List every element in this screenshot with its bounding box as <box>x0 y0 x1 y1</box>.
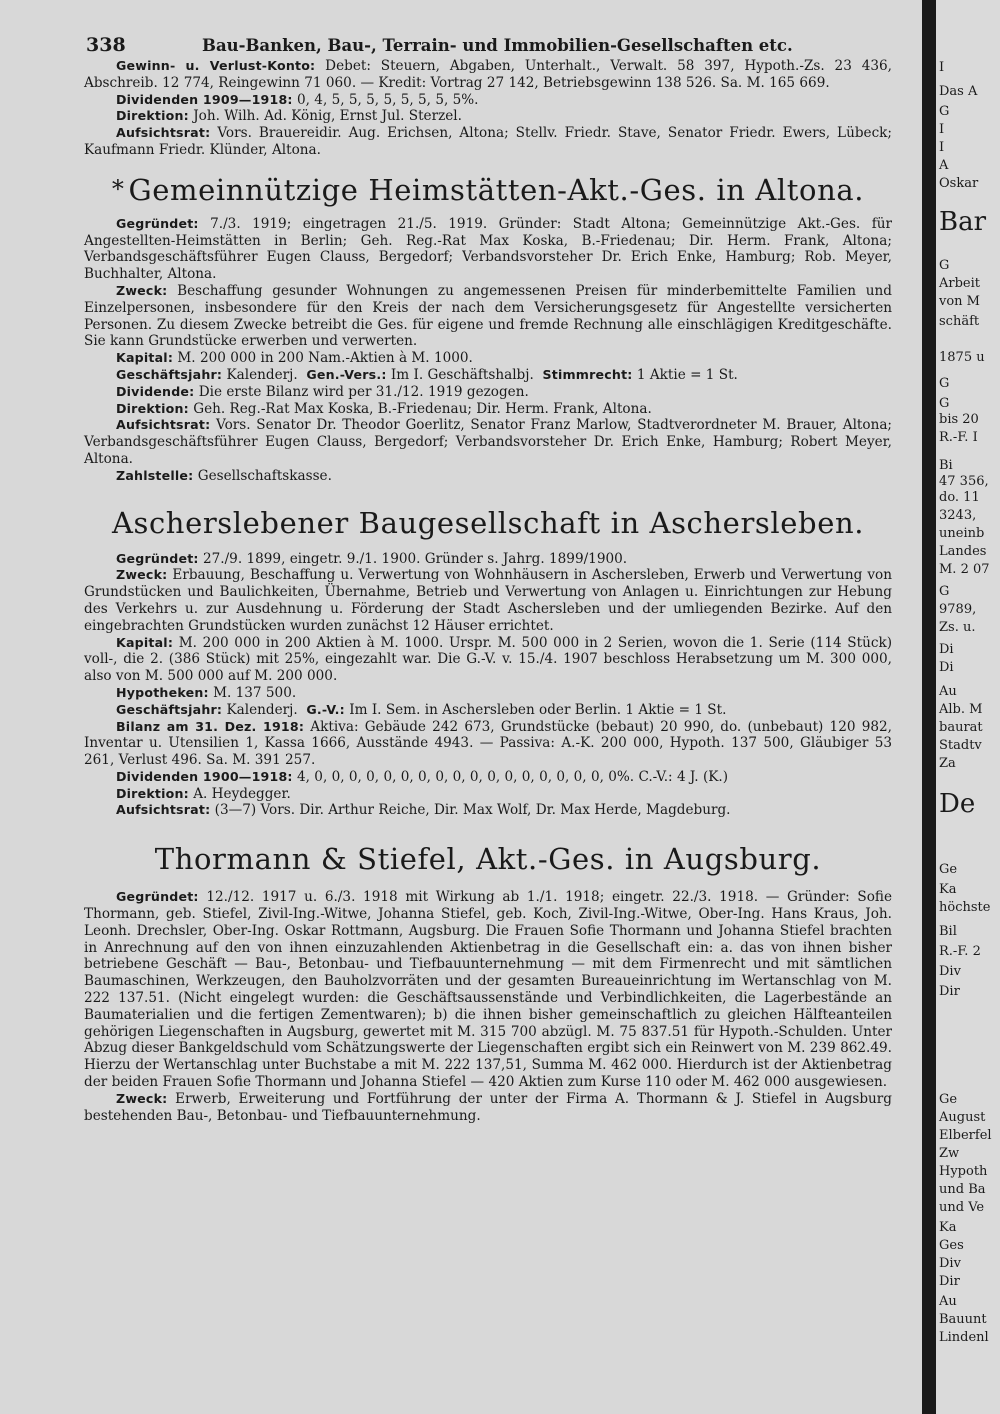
field-text: M. 200 000 in 200 Aktien à M. 1000. Urspr. M. 500 000 in 2 Serien, wovon die 1. Serie (114 Stück) voll-, die 2. (386 Stück) mit 25%, eingezahlt war. Die G.-V. v. 15./4. 1907 beschloss Herabsetzung um M. 300 000, also von M. 500 000 auf M. 200 000. <box>84 634 892 685</box>
field-label: Dividenden 1909—1918: <box>116 91 293 107</box>
field-text: (3—7) Vors. Dir. Arthur Reiche, Dir. Max Wolf, Dr. Max Herde, Magdeburg. <box>214 802 731 819</box>
purpose-paragraph <box>84 283 892 350</box>
next-page-text-fragment: Di <box>939 660 954 675</box>
company-entry <box>84 505 892 820</box>
capital-paragraph <box>84 350 892 367</box>
founded-paragraph <box>84 551 892 568</box>
field-label: Dividende: <box>116 383 195 399</box>
field-label: Gegründet: <box>116 889 199 905</box>
next-page-text-fragment: G <box>939 376 950 391</box>
page-number: 338 <box>86 34 126 56</box>
direction-paragraph <box>84 401 892 418</box>
founded-paragraph <box>84 216 892 283</box>
field-label: Direktion: <box>116 108 189 124</box>
field-text: 12./12. 1917 u. 6./3. 1918 mit Wirkung ab 1./1. 1918; eingetr. 22./3. 1918. — Gründer: Sofie Thormann, geb. Stiefel, Zivil-Ing.-Witwe, Johanna Stiefel, geb. Koch, Zivil-Ing.-Witwe, Ober-Ing. Hans Kraus, Joh. Leonh. Drechsler, Ober-Ing. Oskar Rottmann, Augsburg. Die Frauen Sofie Thormann und Johanna Stiefel brachten in Anrechnung auf den von ihnen einzuzahlenden Aktienbetrag in die Gesellschaft ein: a. das von ihnen bisher betriebene Geschäft — Bau-, Betonbau- und Tiefbauunternehmung — mit dem Firmenrecht und mit sämtlichen Baumaschinen, Werkzeugen, den Bauholzvorräten und der gesamten Bureaueinrichtung im Wertanschlag von M. 222 137.51. (Nicht eingelegt wurden: die Geschäftsaussenstände und Verbindlichkeiten, die Lagerbestände an Baumaterialien und die fertigen Zementwaren); b) die ihnen bisher gemeinschaftlich zu gleichen Hälfteanteilen gehörigen Liegenschaften in Augsburg, gewertet mit M. 315 700 abzügl. M. 75 837.51 für Hypoth.-Schulden. Unter Abzug dieser Bankgeldschuld vom Schätzungswerte der Liegenschaften ergibt sich ein Reinwert von M. 239 862.49. Hierzu der Wertanschlag unter Buchstabe a mit M. 222 137,51, Summa M. 462 000. Hierdurch ist der Aktienbetrag der beiden Frauen Sofie Thormann und Johanna Stiefel — 420 Aktien zum Kurse 110 oder M. 462 000 ausgewiesen. <box>84 889 892 1091</box>
next-page-text-fragment: do. 11 <box>939 490 980 505</box>
next-page-text-fragment: baurat <box>939 720 983 735</box>
field-text: Joh. Wilh. Ad. König, Ernst Jul. Sterzel. <box>193 108 462 125</box>
next-page-text-fragment: Au <box>939 1294 957 1309</box>
next-page-text-fragment: Dir <box>939 1274 960 1289</box>
company-title: Ascherslebener Baugesellschaft in Aschersleben. <box>111 505 865 540</box>
field-text: A. Heydegger. <box>193 785 291 802</box>
next-page-text-fragment: A <box>939 158 949 173</box>
field-text: Im I. Geschäftshalbj. <box>390 366 534 383</box>
field-label: Aufsichtsrat: <box>116 417 211 433</box>
field-label: Gegründet: <box>116 550 199 566</box>
field-label: Aufsichtsrat: <box>116 802 211 818</box>
field-text: Kalenderj. <box>226 701 298 718</box>
field-text: Aktiva: Gebäude 242 673, Grundstücke (bebaut) 20 990, do. (unbebaut) 120 982, Inventar u. Utensilien 1, Kassa 1666, Ausstände 4943. — Passiva: A.-K. 200 000, Hypoth. 137 500, Gläubiger 53 261, Verlust 496. Sa. M. 391 257. <box>84 718 892 769</box>
next-page-text-fragment: Zw <box>939 1146 960 1161</box>
next-page-text-fragment: Ge <box>939 1092 958 1107</box>
page-header <box>84 28 892 58</box>
next-page-text-fragment: Div <box>939 1256 961 1271</box>
field-text: Geh. Reg.-Rat Max Koska, B.-Friedenau; Dir. Herm. Frank, Altona. <box>193 400 652 417</box>
page-gutter-shadow <box>922 0 936 1414</box>
next-page-text-fragment: De <box>939 789 976 819</box>
field-text: 4, 0, 0, 0, 0, 0, 0, 0, 0, 0, 0, 0, 0, 0, 0, 0, 0, 0, 0%. C.-V.: 4 J. (K.) <box>297 768 729 785</box>
field-text: Debet: Steuern, Abgaben, Unterhalt., Verwalt. 58 397, Hypoth.-Zs. 23 436, Abschreib. 12 774, Reingewinn 71 060. — Kredit: Vortrag 27 142, Betriebsgewinn 138 526. Sa. M. 165 669. <box>84 58 892 91</box>
field-text: Beschaffung gesunder Wohnungen zu angemessenen Preisen für minderbemittelte Familien und Einzelpersonen, insbesondere für den Kreis der nach dem Versicherungsgesetz für Angestellte versicherten Personen. Zu diesem Zwecke betreibt die Ges. für eigene und fremde Rechnung alle einschlägigen Kreditgeschäfte. Sie kann Grundstücke erwerben und verwerten. <box>84 282 892 350</box>
next-page-text-fragment: R.-F. 2 <box>939 944 981 959</box>
next-page-text-fragment: Ka <box>939 1220 957 1235</box>
fiscal-year-paragraph <box>84 367 892 384</box>
title-asterisk: * <box>111 174 125 203</box>
next-page-text-fragment: Ge <box>939 862 958 877</box>
field-label: Zweck: <box>116 1090 168 1106</box>
company-entry <box>84 171 892 485</box>
field-text: M. 200 000 in 200 Nam.-Aktien à M. 1000. <box>177 350 473 367</box>
field-text: 1 Aktie = 1 St. <box>636 366 738 383</box>
mortgages-paragraph <box>84 685 892 702</box>
next-page-text-fragment: Hypoth <box>939 1164 988 1179</box>
next-page-text-fragment: Stadtv <box>939 738 982 753</box>
next-page-text-fragment: Oskar <box>939 176 979 191</box>
founded-paragraph <box>84 889 892 1091</box>
company-entry <box>84 841 892 1124</box>
next-page-text-fragment: R.-F. I <box>939 430 978 445</box>
field-text: Kalenderj. <box>226 366 298 383</box>
supervisory-board-paragraph <box>84 417 892 467</box>
next-page-text-fragment: 47 356, <box>939 474 989 489</box>
next-page-fragment <box>936 0 1000 1414</box>
next-page-text-fragment: Ka <box>939 882 957 897</box>
field-text: 27./9. 1899, eingetr. 9./1. 1900. Gründer s. Jahrg. 1899/1900. <box>202 550 628 567</box>
next-page-text-fragment: I <box>939 122 945 137</box>
next-page-text-fragment: Bauunt <box>939 1312 987 1327</box>
next-page-text-fragment: bis 20 <box>939 412 979 427</box>
capital-paragraph <box>84 635 892 685</box>
previous-entry <box>84 58 892 159</box>
dividends-paragraph <box>84 384 892 401</box>
field-label: Kapital: <box>116 634 174 650</box>
field-label: Direktion: <box>116 400 189 416</box>
next-page-text-fragment: Bar <box>939 207 987 237</box>
field-text: 0, 4, 5, 5, 5, 5, 5, 5, 5, 5%. <box>297 91 479 108</box>
next-page-text-fragment: und Ve <box>939 1200 985 1215</box>
direction-paragraph <box>84 786 892 803</box>
field-text: M. 137 500. <box>213 684 297 701</box>
field-label: Direktion: <box>116 785 189 801</box>
next-page-text-fragment: August <box>939 1110 986 1125</box>
next-page-text-fragment: 3243, <box>939 508 977 523</box>
balance-sheet-paragraph <box>84 719 892 769</box>
next-page-text-fragment: Bil <box>939 924 957 939</box>
field-label: Gen.-Vers.: <box>306 366 387 382</box>
next-page-text-fragment: Bi <box>939 458 953 473</box>
field-text: Erwerb, Erweiterung und Fortführung der unter der Firma A. Thormann & J. Stiefel in Augsburg bestehenden Bau-, Betonbau- und Tiefbauunternehmung. <box>84 1090 892 1124</box>
field-label: Geschäftsjahr: <box>116 366 223 382</box>
next-page-text-fragment: Elberfel <box>939 1128 992 1143</box>
field-label: Kapital: <box>116 350 174 366</box>
supervisory-board-paragraph <box>84 125 892 159</box>
field-label: Aufsichtsrat: <box>116 125 211 141</box>
company-title: Thormann & Stiefel, Akt.-Ges. in Augsburg. <box>154 842 822 877</box>
field-text: Die erste Bilanz wird per 31./12. 1919 gezogen. <box>198 383 529 400</box>
next-page-text-fragment: 9789, <box>939 602 977 617</box>
field-label: Hypotheken: <box>116 684 209 700</box>
next-page-text-fragment: Alb. M <box>939 702 983 717</box>
dividends-paragraph <box>84 92 892 109</box>
next-page-text-fragment: uneinb <box>939 526 985 541</box>
field-label: Zweck: <box>116 282 168 298</box>
field-label: Dividenden 1900—1918: <box>116 768 293 784</box>
next-page-text-fragment: Za <box>939 756 956 771</box>
field-label: Gegründet: <box>116 215 199 231</box>
field-label: Gewinn- u. Verlust-Konto: <box>116 58 316 73</box>
next-page-text-fragment: Di <box>939 642 954 657</box>
field-text: Im I. Sem. in Aschersleben oder Berlin. 1 Aktie = 1 St. <box>349 701 727 718</box>
field-text: Gesellschaftskasse. <box>197 467 332 484</box>
company-title <box>84 171 892 208</box>
next-page-text-fragment: G <box>939 396 950 411</box>
next-page-text-fragment: und Ba <box>939 1182 986 1197</box>
next-page-text-fragment: Div <box>939 964 961 979</box>
next-page-text-fragment: Das A <box>939 84 978 99</box>
field-label: Zweck: <box>116 567 168 583</box>
supervisory-board-paragraph <box>84 802 892 819</box>
next-page-text-fragment: Dir <box>939 984 960 999</box>
next-page-text-fragment: I <box>939 60 945 75</box>
field-label: Zahlstelle: <box>116 467 194 483</box>
purpose-paragraph <box>84 1091 892 1125</box>
field-label: G.-V.: <box>306 701 345 717</box>
next-page-text-fragment: Arbeit <box>939 276 980 291</box>
field-text: Vors. Senator Dr. Theodor Goerlitz, Senator Franz Marlow, Stadtverordneter M. Brauer, Altona; Verbandsgeschäftsführer Eugen Clauss, Bergedorf; Verbandsvorsteher Dr. Erich Enke, Hamburg; Robert Meyer, Altona. <box>84 417 893 467</box>
field-text: 7./3. 1919; eingetragen 21./5. 1919. Gründer: Stadt Altona; Gemeinnützige Akt.-Ges. für Angestellten-Heimstätten in Berlin; Geh. Reg.-Rat Max Koska, B.-Friedenau; Dir. Herm. Frank, Altona; Verbandsgeschäftsführer Eugen Clauss, Bergedorf; Verbandsvorsteher Dr. Erich Enke, Hamburg; Rob. Meyer, Buchhalter, Altona. <box>84 215 892 283</box>
purpose-paragraph <box>84 567 892 634</box>
company-title-text: Gemeinnützige Heimstätten-Akt.-Ges. in Altona. <box>128 172 865 207</box>
dividends-paragraph <box>84 769 892 786</box>
next-page-text-fragment: Landes <box>939 544 987 559</box>
running-title: Bau-Banken, Bau-, Terrain- und Immobilien-Gesellschaften etc. <box>202 36 793 55</box>
next-page-text-fragment: Zs. u. <box>939 620 976 635</box>
text-column <box>84 28 892 1124</box>
next-page-text-fragment: G <box>939 258 950 273</box>
field-label: Bilanz am 31. Dez. 1918: <box>116 718 305 734</box>
paying-agent-paragraph <box>84 468 892 485</box>
next-page-text-fragment: I <box>939 140 945 155</box>
next-page-text-fragment: von M <box>939 294 980 309</box>
field-text: Erbauung, Beschaffung u. Verwertung von Wohnhäusern in Aschersleben, Erwerb und Verwertung von Grundstücken und Baulichkeiten, Übernahme, Betrieb und Verwertung von Anlagen u. Einrichtungen zur Hebung des Verkehrs u. zur Ausdehnung u. Förderung der Stadt Aschersleben und der umliegenden Bezirke. Auf den eingebrachten Grundstücken wurden zunächst 12 Häuser errichtet. <box>84 567 892 634</box>
next-page-text-fragment: M. 2 07 <box>939 562 990 577</box>
next-page-text-fragment: 1875 u <box>939 350 985 365</box>
fiscal-year-paragraph <box>84 702 892 719</box>
field-label: Stimmrecht: <box>542 366 633 382</box>
next-page-text-fragment: höchste <box>939 900 991 915</box>
field-label: Geschäftsjahr: <box>116 701 223 717</box>
direction-paragraph <box>84 108 892 125</box>
next-page-text-fragment: Lindenl <box>939 1330 989 1345</box>
field-text: Vors. Brauereidir. Aug. Erichsen, Altona; Stellv. Friedr. Stave, Senator Friedr. Ewers, Lübeck; Kaufmann Friedr. Klünder, Altona. <box>84 125 892 158</box>
next-page-text-fragment: schäft <box>939 314 980 329</box>
next-page-text-fragment: Au <box>939 684 957 699</box>
gv-konto-paragraph <box>84 58 892 92</box>
next-page-text-fragment: G <box>939 104 950 119</box>
next-page-text-fragment: Ges <box>939 1238 964 1253</box>
next-page-text-fragment: G <box>939 584 950 599</box>
